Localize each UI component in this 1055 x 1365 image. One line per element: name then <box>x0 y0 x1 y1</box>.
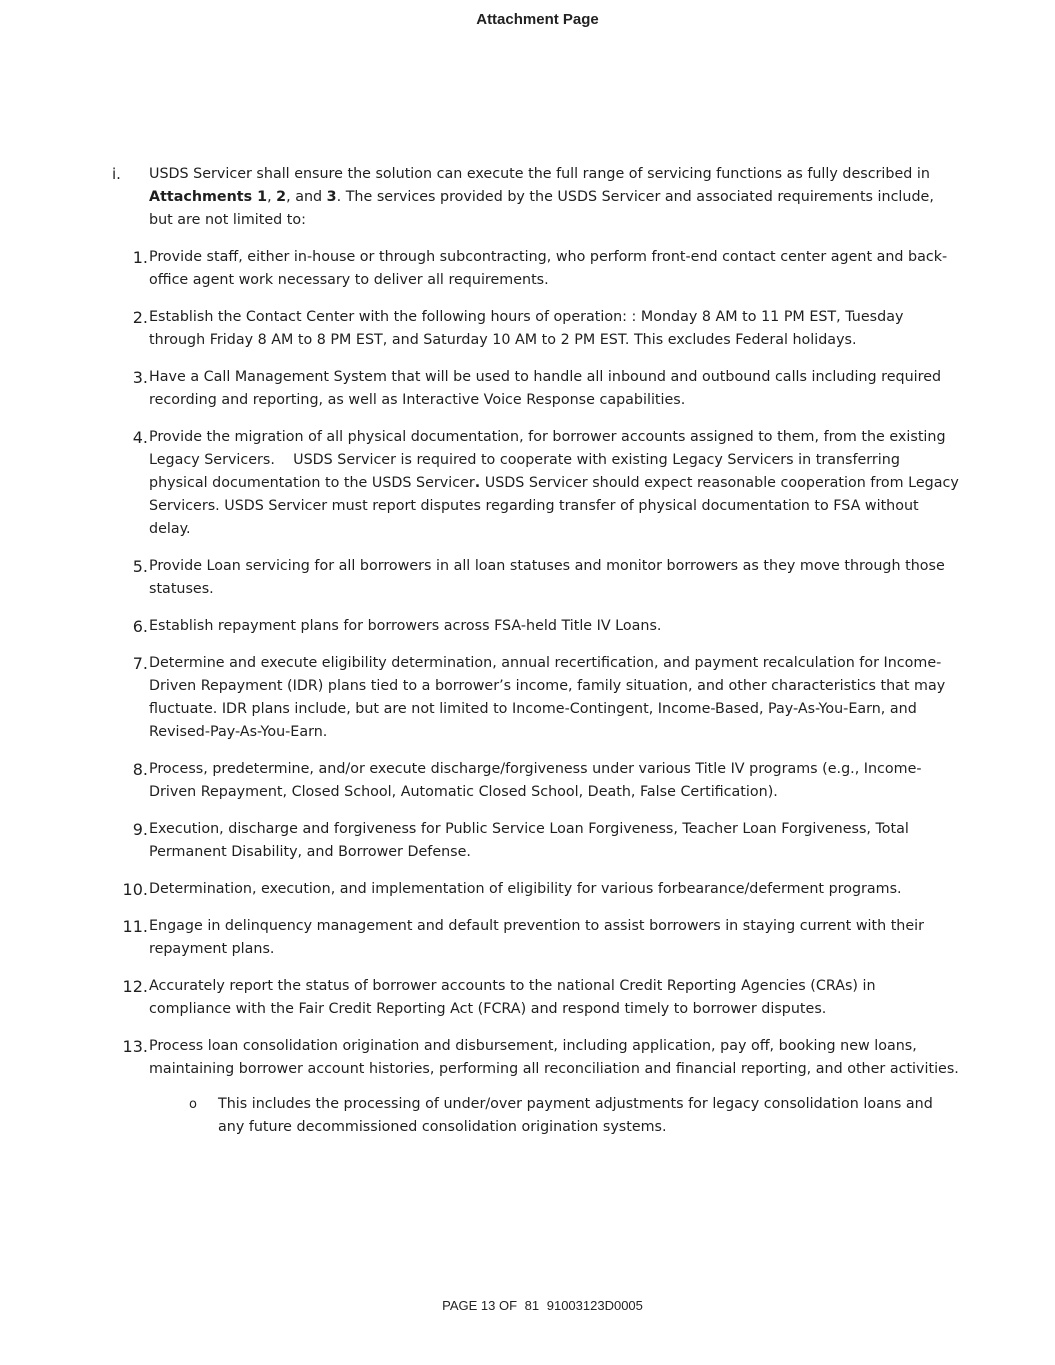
intro-text-part-1: USDS Servicer shall ensure the solution can execute the full range of servicing functions as fully described in <box>149 166 930 182</box>
list-item <box>112 426 962 541</box>
sub-list-bullet: o <box>189 1097 197 1112</box>
list-item <box>112 366 962 412</box>
list-item-text: Process loan consolidation origination and disbursement, including application, pay off, booking new loans, maintaining borrower account histories, performing all reconciliation and financial reporting, and other activities. <box>149 1038 959 1077</box>
requirements-list <box>112 246 962 1139</box>
intro-paragraph <box>112 163 962 232</box>
list-item-number: 3. <box>132 368 148 387</box>
list-item-text: Accurately report the status of borrower accounts to the national Credit Reporting Agencies (CRAs) in compliance with the Fair Credit Reporting Act (FCRA) and respond timely to borrower disputes. <box>149 978 876 1017</box>
list-item-number: 6. <box>132 617 148 636</box>
list-item-text-part-b: USDS Servicer should expect reasonable cooperation from Legacy Servicers. USDS Servicer must report disputes regarding transfer of physical documentation to FSA without delay. <box>149 475 959 537</box>
list-item <box>112 1035 962 1081</box>
list-item-number: 10. <box>122 880 148 899</box>
list-item-number: 2. <box>132 308 148 327</box>
page-header-title: Attachment Page <box>476 11 599 28</box>
list-item-number: 4. <box>132 428 148 447</box>
list-item-text: Determination, execution, and implementation of eligibility for various forbearance/deferment programs. <box>149 881 902 897</box>
bold-period: . <box>474 475 481 491</box>
list-item-number: 8. <box>132 760 148 779</box>
list-item-number: 1. <box>132 248 148 267</box>
attachment-2-ref: 2 <box>276 189 287 205</box>
list-item-text: Engage in delinquency management and default prevention to assist borrowers in staying current with their repayment plans. <box>149 918 925 957</box>
list-item-text: Process, predetermine, and/or execute discharge/forgiveness under various Title IV programs (e.g., Income-Driven Repayment, Closed School, Automatic Closed School, Death, False Certification). <box>149 761 922 800</box>
footer-doc-number: 91003123D0005 <box>546 1298 643 1313</box>
list-item <box>112 306 962 352</box>
list-item <box>112 975 962 1021</box>
list-item-number: 7. <box>132 654 148 673</box>
footer-total-pages: 81 <box>524 1298 540 1313</box>
list-item-text: Establish repayment plans for borrowers across FSA-held Title IV Loans. <box>149 618 662 634</box>
list-item-text: Execution, discharge and forgiveness for Public Service Loan Forgiveness, Teacher Loan Forgiveness, Total Permanent Disability, and Borrower Defense. <box>149 821 909 860</box>
list-item-number: 9. <box>132 820 148 839</box>
intro-comma: , <box>267 189 277 205</box>
attachment-3-ref: 3 <box>326 189 337 205</box>
list-item-text: Have a Call Management System that will be used to handle all inbound and outbound calls including required recording and reporting, as well as Interactive Voice Response capabilities. <box>149 369 942 408</box>
list-item-number: 13. <box>122 1037 148 1056</box>
list-item-text: Determine and execute eligibility determination, annual recertification, and payment recalculation for Income-Driven Repayment (IDR) plans tied to a borrower’s income, family situation, and other characteristics that may fluctuate. IDR plans include, but are not limited to Income-Contingent, Income-Based, Pay-As-You-Earn, and Revised-Pay-As-You-Earn. <box>149 655 946 740</box>
sub-list-item <box>189 1093 962 1139</box>
footer-page-label: PAGE 13 OF <box>442 1298 518 1313</box>
list-item <box>112 818 962 864</box>
intro-text <box>149 163 959 232</box>
sub-list-item-text: This includes the processing of under/over payment adjustments for legacy consolidation loans and any future decommissioned consolidation origination systems. <box>218 1096 933 1135</box>
list-item-text-part-a: Provide the migration of all physical documentation, for borrower accounts assigned to them, from the existing Legacy Servicers. USDS Servicer is required to cooperate with existing Legacy Servicers in transferring physical documentation to the USDS Servicer <box>149 429 946 491</box>
page-footer <box>0 1298 1055 1313</box>
list-item-number: 5. <box>132 557 148 576</box>
intro-text-part-2: . The services provided by the USDS Servicer and associated requirements include, but are not limited to: <box>149 189 934 228</box>
list-item <box>112 915 962 961</box>
list-item <box>112 758 962 804</box>
intro-and: , and <box>286 189 327 205</box>
list-item-text: Provide staff, either in-house or through subcontracting, who perform front-end contact center agent and back-office agent work necessary to deliver all requirements. <box>149 249 948 288</box>
attachments-label: Attachments 1 <box>149 189 268 205</box>
list-item <box>112 555 962 601</box>
list-item <box>112 652 962 744</box>
list-item-number: 12. <box>122 977 148 996</box>
list-item <box>112 615 962 638</box>
list-item <box>112 246 962 292</box>
list-item <box>112 878 962 901</box>
list-item-text: Provide Loan servicing for all borrowers in all loan statuses and monitor borrowers as they move through those statuses. <box>149 558 945 597</box>
list-item-text: Establish the Contact Center with the following hours of operation: : Monday 8 AM to 11 PM EST, Tuesday through Friday 8 AM to 8 PM EST, and Saturday 10 AM to 2 PM EST. This excludes Federal holidays. <box>149 309 904 348</box>
intro-marker: i. <box>112 165 121 183</box>
list-item-number: 11. <box>122 917 148 936</box>
list-item-text <box>149 426 959 541</box>
